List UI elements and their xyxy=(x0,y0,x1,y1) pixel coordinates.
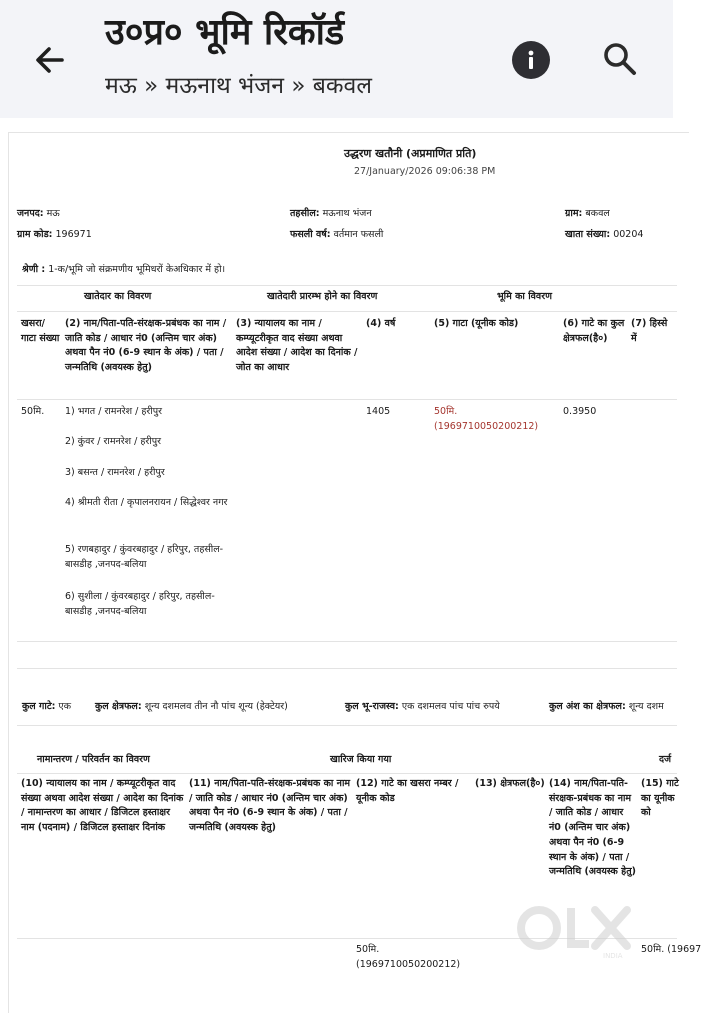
divider xyxy=(17,311,677,312)
owner-1: 1) भगत / रामनरेश / हरीपुर xyxy=(65,406,163,417)
khatauni-document xyxy=(8,132,701,1013)
kul-gate-field: कुल गाटे: एक xyxy=(22,701,72,712)
divider xyxy=(17,773,677,774)
owner-3: 3) बसन्त / रामनरेश / हरीपुर xyxy=(65,467,165,478)
janpad-field: जनपद: मऊ xyxy=(17,208,60,219)
area-value: 0.3950 xyxy=(563,406,597,417)
section-prarambh: खातेदारी प्रारम्भ होने का विवरण xyxy=(267,291,378,302)
col-header-13: (13) क्षेत्रफल(है०) xyxy=(475,778,545,789)
divider xyxy=(17,399,677,400)
col-header-12: (12) गाटे का खसरा नम्बर / यूनीक कोड xyxy=(356,778,459,804)
col-header-10: (10) न्यायालय का नाम / कम्प्यूटरीकृत वाद संख्या अथवा आदेश संख्या / आदेश का दिनांक / नामान्तरण का आधार / डिजिटल हस्ताक्षर नाम (पदनाम) / डिजिटल हस्ताक्षर दिनांक xyxy=(21,778,184,834)
khata-field: खाता संख्या: 00204 xyxy=(565,229,644,240)
owner-6: 6) सुशीला / कुंवरबहादुर / हरिपुर, तहसील-बासडीह ,जनपद-बलिया xyxy=(65,591,215,617)
col-header-court: (3) न्यायालय का नाम / कम्प्यूटरीकृत वाद संख्या अथवा आदेश संख्या / आदेश का दिनांक / जोत का आधार xyxy=(236,318,358,374)
olx-watermark-logo xyxy=(515,900,645,960)
col-header-varsh: (4) वर्ष xyxy=(366,318,396,329)
col-header-14: (14) नाम/पिता-पति-संरक्षक-प्रबंधक का नाम / जाति कोड / आधार नं0 (अन्तिम चार अंक) अथवा पैन नं0 (6-9 स्थान के अंक) / पता / जन्मतिथि (अवयस्क हेतु) xyxy=(549,778,636,878)
owner-5: 5) रणबहादुर / कुंवरबहादुर / हरिपुर, तहसील-बासडीह ,जनपद-बलिया xyxy=(65,544,224,570)
col-header-11: (11) नाम/पिता-पति-संरक्षक-प्रबंधक का नाम / जाति कोड / आधार नं0 (अन्तिम चार अंक) अथवा पैन नं0 (6-9 स्थान के अंक) / पता / जन्मतिथि (अवयस्क हेतु) xyxy=(189,778,351,834)
document-datetime: 27/January/2026 09:06:38 PM xyxy=(354,166,496,177)
col-header-15: (15) गाटे का यूनीक को xyxy=(641,778,679,819)
owner-2: 2) कुंवर / रामनरेश / हरीपुर xyxy=(65,436,162,447)
search-icon[interactable] xyxy=(600,40,640,80)
divider xyxy=(17,285,677,286)
svg-text:INDIA: INDIA xyxy=(603,952,623,960)
info-icon[interactable] xyxy=(512,41,550,79)
col-header-name: (2) नाम/पिता-पति-संरक्षक-प्रबंधक का नाम / जाति कोड / आधार नं0 (अन्तिम चार अंक) अथवा पैन नं0 (6-9 स्थान के अंक) / पता / जन्मतिथि (अवयस्क हेतु) xyxy=(65,318,227,374)
shreni-field: श्रेणी : 1-क/भूमि जो संक्रमणीय भूमिधरों केअधिकार में हो। xyxy=(22,264,226,275)
section-namantaran: नामान्तरण / परिवर्तन का विवरण xyxy=(37,754,150,765)
kul-rajasv-field: कुल भू-राजस्व: एक दशमलव पांच पांच रुपये xyxy=(345,701,500,712)
kul-ansh-field: कुल अंश का क्षेत्रफल: शून्य दशम xyxy=(549,701,664,712)
gata-unique-code-value: 50मि. (196971005020021​2) xyxy=(434,406,539,432)
section-khatedar: खातेदार का विवरण xyxy=(84,291,152,302)
col-header-hissa: (7) हिस्से में xyxy=(631,318,668,344)
khasra-value: 50मि. xyxy=(21,406,45,417)
kharij-gata-value: 50मि. (196971005020021​2) xyxy=(356,944,461,970)
varsh-value: 1405 xyxy=(366,406,391,417)
darj-gata-value: 50मि. (19697 xyxy=(641,944,701,955)
owner-4: 4) श्रीमती रीता / कृपालनरायन / सिद्धेश्वर नगर xyxy=(65,497,228,508)
fasli-field: फसली वर्ष: वर्तमान फसली xyxy=(290,229,384,240)
breadcrumb: मऊ » मऊनाथ भंजन » बकवल xyxy=(105,73,372,99)
document-title: उद्धरण खतौनी (अप्रमाणित प्रति) xyxy=(344,147,477,160)
section-kharij: खारिज किया गया xyxy=(330,754,392,765)
col-header-gata: (5) गाटा (यूनीक कोड) xyxy=(434,318,519,329)
gram-field: ग्राम: बकवल xyxy=(565,208,610,219)
section-bhoomi: भूमि का विवरण xyxy=(497,291,552,302)
tehsil-field: तहसील: मऊनाथ भंजन xyxy=(290,208,372,219)
col-header-area: (6) गाटे का कुल क्षेत्रफल(है०) xyxy=(563,318,625,344)
divider xyxy=(17,725,677,726)
back-arrow-icon[interactable] xyxy=(30,40,70,80)
section-darj: दर्ज xyxy=(659,754,672,765)
page-title: उ०प्र० भूमि रिकॉर्ड xyxy=(105,12,345,53)
kul-kshetra-field: कुल क्षेत्रफल: शून्य दशमलव तीन नौ पांच शून्य (हेक्टेयर) xyxy=(95,701,288,712)
divider xyxy=(17,641,677,642)
app-bar xyxy=(0,0,673,118)
gram-code-field: ग्राम कोड: 196971 xyxy=(17,229,92,240)
divider xyxy=(17,668,677,669)
col-header-khasra: खसरा/ गाटा संख्या xyxy=(21,318,60,344)
